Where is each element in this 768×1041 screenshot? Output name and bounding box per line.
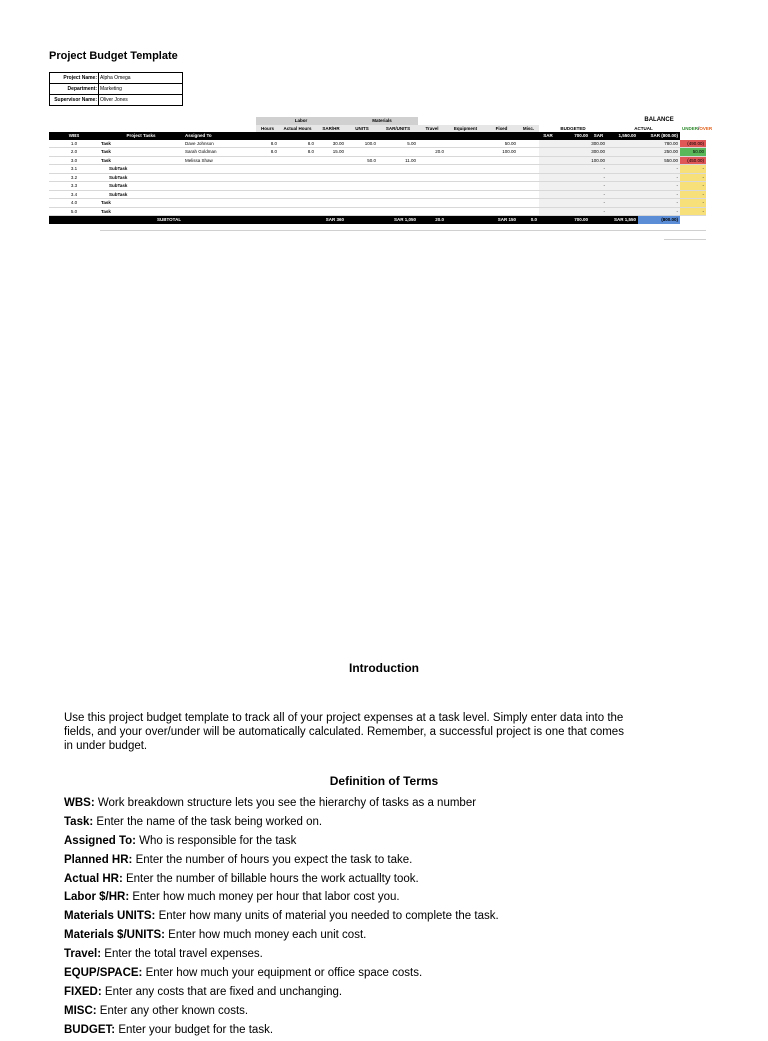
supervisor-label: Supervisor Name: — [50, 95, 99, 106]
subtotal-materials: SAR 1,050 — [346, 216, 418, 224]
subtotal-actual: SAR 1,550 — [590, 216, 638, 224]
assigned-cell[interactable]: Dave Johnson — [183, 140, 256, 148]
project-name-label: Project Name: — [50, 73, 99, 84]
fixed-cell[interactable] — [485, 199, 518, 208]
wbs-cell: 4.0 — [49, 199, 99, 208]
over-text: OVER — [699, 125, 713, 131]
travel-cell[interactable] — [418, 165, 446, 174]
hours-cell[interactable]: 8.0 — [256, 148, 279, 157]
definition-term: Travel: — [64, 948, 102, 961]
unit-cost-cell[interactable] — [378, 190, 418, 199]
balance-cell: (490.00) — [680, 140, 706, 148]
balance-cell: - — [680, 182, 706, 191]
budgeted-cell: 100.00 — [539, 156, 607, 165]
table-row — [49, 190, 706, 199]
budgeted-cell: - — [539, 199, 607, 208]
col-actual-hours: Actual Hours — [279, 125, 316, 133]
definition-item — [64, 984, 704, 1003]
total-actual: 1,550.00 — [607, 132, 638, 140]
assigned-cell[interactable] — [183, 182, 256, 191]
subtotal-label: SUBTOTAL — [49, 216, 256, 224]
col-wbs: WBS — [49, 132, 99, 140]
fixed-cell[interactable] — [485, 156, 518, 165]
definition-text: Enter how much money each unit cost. — [164, 929, 367, 942]
divider — [100, 230, 706, 231]
equipment-cell[interactable] — [446, 182, 485, 191]
table-row — [49, 165, 706, 174]
department-label: Department: — [50, 84, 99, 95]
misc-cell[interactable] — [518, 148, 539, 157]
materials-group-header: Materials — [346, 117, 418, 125]
wbs-cell: 3.0 — [49, 156, 99, 165]
equipment-cell[interactable] — [446, 190, 485, 199]
fixed-cell[interactable] — [485, 190, 518, 199]
col-assigned-to: Assigned To — [183, 132, 256, 140]
definition-text: Enter your budget for the task. — [115, 1023, 274, 1036]
actual-cell: - — [607, 173, 680, 182]
definition-term: Materials $/UNITS: — [64, 929, 165, 942]
task-cell[interactable]: Task — [99, 199, 183, 208]
actual-hours-cell[interactable] — [279, 165, 316, 174]
actual-cell: 250.00 — [607, 148, 680, 157]
table-row — [49, 148, 706, 157]
rate-cell[interactable] — [316, 173, 346, 182]
col-unit-cost: SAR/UNITS — [378, 125, 418, 133]
equipment-cell[interactable] — [446, 207, 485, 216]
task-cell[interactable]: Task — [99, 148, 183, 157]
definition-text: Enter how much money per hour that labor cost you. — [129, 891, 400, 904]
equipment-cell[interactable] — [446, 148, 485, 157]
black-header-row — [49, 132, 706, 140]
definition-text: Enter any other known costs. — [96, 1004, 249, 1017]
definition-term: FIXED: — [64, 985, 102, 998]
balance-cell: - — [680, 199, 706, 208]
table-row — [49, 140, 706, 148]
department-row — [50, 84, 183, 95]
equipment-cell[interactable] — [446, 140, 485, 148]
travel-cell[interactable] — [418, 182, 446, 191]
supervisor-field[interactable]: Oliver Jones — [99, 95, 183, 106]
definition-item — [64, 833, 704, 852]
travel-cell[interactable] — [418, 173, 446, 182]
page-title: Project Budget Template — [49, 50, 178, 62]
units-cell[interactable] — [346, 148, 378, 157]
fixed-cell[interactable]: 100.00 — [485, 148, 518, 157]
budgeted-currency: SAR — [539, 132, 557, 140]
col-units: UNITS — [346, 125, 378, 133]
budgeted-cell: - — [539, 173, 607, 182]
definition-item — [64, 965, 704, 984]
balance-cell: 50.00 — [680, 148, 706, 157]
actual-cell: - — [607, 207, 680, 216]
subtotal-misc: 0.0 — [518, 216, 539, 224]
col-hours: Hours — [256, 125, 279, 133]
budget-rows — [49, 140, 706, 216]
budget-table — [49, 117, 713, 224]
actual-hours-cell[interactable] — [279, 190, 316, 199]
actual-hours-cell[interactable] — [279, 182, 316, 191]
rate-cell[interactable] — [316, 207, 346, 216]
task-cell[interactable]: SubTask — [99, 190, 183, 199]
col-rate: SAR/HR — [316, 125, 346, 133]
introduction-heading: Introduction — [349, 661, 419, 675]
definition-text: Enter the number of billable hours the work actuallty took. — [122, 872, 419, 885]
fixed-cell[interactable]: 50.00 — [485, 140, 518, 148]
assigned-cell[interactable] — [183, 199, 256, 208]
definition-term: Materials UNITS: — [64, 910, 156, 923]
department-field[interactable]: Marketing — [99, 84, 183, 95]
units-cell[interactable] — [346, 207, 378, 216]
unit-cost-cell[interactable] — [378, 165, 418, 174]
units-cell[interactable] — [346, 190, 378, 199]
wbs-cell: 1.0 — [49, 140, 99, 148]
wbs-cell: 2.0 — [49, 148, 99, 157]
definition-term: EQUP/SPACE: — [64, 967, 143, 980]
fixed-cell[interactable] — [485, 207, 518, 216]
hours-cell[interactable] — [256, 173, 279, 182]
subtotal-balance: (800.00) — [638, 216, 680, 224]
actual-hours-cell[interactable] — [279, 199, 316, 208]
assigned-cell[interactable] — [183, 165, 256, 174]
rate-cell[interactable] — [316, 190, 346, 199]
assigned-cell[interactable]: Melissa Shaw — [183, 156, 256, 165]
hours-cell[interactable] — [256, 190, 279, 199]
definition-term: Assigned To: — [64, 834, 136, 847]
definition-text: Enter how much your equipment or office space costs. — [142, 967, 423, 980]
table-row — [49, 199, 706, 208]
misc-cell[interactable] — [518, 182, 539, 191]
budgeted-cell: 300.00 — [539, 148, 607, 157]
definition-item — [64, 1022, 704, 1041]
under-over-label: UNDER/OVER — [682, 125, 713, 131]
units-cell[interactable]: 100.0 — [346, 140, 378, 148]
rate-cell[interactable] — [316, 182, 346, 191]
project-name-row — [50, 73, 183, 84]
assigned-cell[interactable] — [183, 207, 256, 216]
budgeted-cell: 300.00 — [539, 140, 607, 148]
budgeted-cell: - — [539, 182, 607, 191]
definition-item — [64, 889, 704, 908]
definition-term: Actual HR: — [64, 872, 123, 885]
units-cell[interactable] — [346, 199, 378, 208]
definitions-heading: Definition of Terms — [329, 774, 439, 788]
hours-cell[interactable] — [256, 165, 279, 174]
supervisor-row — [50, 95, 183, 106]
assigned-cell[interactable] — [183, 190, 256, 199]
actual-cell: - — [607, 190, 680, 199]
budgeted-cell: - — [539, 190, 607, 199]
units-cell[interactable]: 50.0 — [346, 156, 378, 165]
hours-cell[interactable] — [256, 199, 279, 208]
units-cell[interactable] — [346, 173, 378, 182]
balance-cell: - — [680, 207, 706, 216]
project-name-field[interactable]: Alpha Omega — [99, 73, 183, 84]
table-row — [49, 156, 706, 165]
wbs-cell: 3.4 — [49, 190, 99, 199]
project-info-table — [49, 72, 183, 106]
col-misc: Misc. — [518, 125, 539, 133]
hours-cell[interactable]: 8.0 — [256, 140, 279, 148]
definition-term: Planned HR: — [64, 853, 133, 866]
definition-term: BUDGET: — [64, 1023, 116, 1036]
unit-cost-cell[interactable] — [378, 207, 418, 216]
balance-cell: - — [680, 173, 706, 182]
unit-cost-cell[interactable] — [378, 182, 418, 191]
definition-text: Enter any costs that are fixed and unchanging. — [101, 985, 343, 998]
total-balance: SAR (800.00) — [638, 132, 680, 140]
budgeted-cell: - — [539, 207, 607, 216]
misc-cell[interactable] — [518, 190, 539, 199]
actual-hours-cell[interactable]: 8.0 — [279, 148, 316, 157]
subtotal-budgeted: 700.00 — [539, 216, 590, 224]
definition-text: Enter the number of hours you expect the task to take. — [132, 853, 413, 866]
definition-item — [64, 927, 704, 946]
misc-cell[interactable] — [518, 199, 539, 208]
actual-hours-cell[interactable]: 8.0 — [279, 140, 316, 148]
definition-item — [64, 795, 704, 814]
units-cell[interactable] — [346, 165, 378, 174]
definition-item — [64, 946, 704, 965]
balance-cell: - — [680, 165, 706, 174]
equipment-cell[interactable] — [446, 165, 485, 174]
rate-cell[interactable] — [316, 156, 346, 165]
travel-cell[interactable] — [418, 156, 446, 165]
rate-cell[interactable]: 15.00 — [316, 148, 346, 157]
task-cell[interactable]: Task — [99, 156, 183, 165]
misc-cell[interactable] — [518, 140, 539, 148]
rate-cell[interactable] — [316, 199, 346, 208]
fixed-cell[interactable] — [485, 182, 518, 191]
unit-cost-cell[interactable] — [378, 148, 418, 157]
balance-cell: (450.00) — [680, 156, 706, 165]
misc-cell[interactable] — [518, 207, 539, 216]
wbs-cell: 3.3 — [49, 182, 99, 191]
budgeted-cell: - — [539, 165, 607, 174]
col-budgeted: BUDGETED — [539, 125, 607, 133]
hours-cell[interactable] — [256, 156, 279, 165]
definition-text: Enter how many units of material you needed to complete the task. — [155, 910, 499, 923]
actual-currency: SAR — [590, 132, 607, 140]
definition-text: Enter the total travel expenses. — [101, 948, 263, 961]
col-project-tasks: Project Tasks — [99, 132, 183, 140]
definition-item — [64, 871, 704, 890]
introduction-text: Use this project budget template to track all of your project expenses at a task level. Simply enter data into the fields, and your over/under will be automatically calculated. Remember, a successful project is one that comes in under budget. — [64, 712, 624, 752]
col-actual: ACTUAL — [607, 125, 680, 133]
under-text: UNDER — [682, 125, 699, 131]
actual-hours-cell[interactable] — [279, 207, 316, 216]
col-equipment: Equipment — [446, 125, 485, 133]
fixed-cell[interactable] — [485, 165, 518, 174]
subtotal-fixed: SAR 150 — [485, 216, 518, 224]
actual-hours-cell[interactable] — [279, 173, 316, 182]
actual-cell: - — [607, 165, 680, 174]
actual-cell: 550.00 — [607, 156, 680, 165]
definition-term: Task: — [64, 815, 94, 828]
definition-term: WBS: — [64, 797, 95, 809]
travel-cell[interactable] — [418, 190, 446, 199]
unit-cost-cell[interactable] — [378, 199, 418, 208]
definition-item — [64, 814, 704, 833]
balance-title: BALANCE — [644, 117, 674, 123]
balance-header — [638, 117, 680, 125]
divider — [664, 239, 706, 240]
subtotal-labor: SAR 360 — [256, 216, 346, 224]
definition-term: MISC: — [64, 1004, 97, 1017]
wbs-cell: 5.0 — [49, 207, 99, 216]
travel-cell[interactable]: 20.0 — [418, 148, 446, 157]
definition-term: Labor $/HR: — [64, 891, 130, 904]
labor-group-header: Labor — [256, 117, 346, 125]
equipment-cell[interactable] — [446, 173, 485, 182]
table-row — [49, 173, 706, 182]
assigned-cell[interactable] — [183, 173, 256, 182]
table-row — [49, 182, 706, 191]
subtotal-row — [49, 216, 706, 224]
definition-text: Who is responsible for the task — [135, 834, 297, 847]
actual-cell: 780.00 — [607, 140, 680, 148]
task-cell[interactable]: SubTask — [99, 182, 183, 191]
subtotal-travel: 20.0 — [418, 216, 446, 224]
col-travel: Travel — [418, 125, 446, 133]
task-cell[interactable]: Task — [99, 140, 183, 148]
unit-cost-cell[interactable]: 11.00 — [378, 156, 418, 165]
assigned-cell[interactable]: Sarah Goldman — [183, 148, 256, 157]
travel-cell[interactable] — [418, 199, 446, 208]
travel-cell[interactable] — [418, 140, 446, 148]
misc-cell[interactable] — [518, 156, 539, 165]
actual-cell: - — [607, 199, 680, 208]
equipment-cell[interactable] — [446, 199, 485, 208]
rate-cell[interactable]: 30.00 — [316, 140, 346, 148]
travel-cell[interactable] — [418, 207, 446, 216]
definitions-list — [64, 795, 704, 1041]
hours-cell[interactable] — [256, 207, 279, 216]
task-cell[interactable]: SubTask — [99, 173, 183, 182]
wbs-cell: 3.2 — [49, 173, 99, 182]
actual-cell: - — [607, 182, 680, 191]
column-header-row — [49, 125, 706, 133]
col-fixed: Fixed — [485, 125, 518, 133]
fixed-cell[interactable] — [485, 173, 518, 182]
wbs-cell: 3.1 — [49, 165, 99, 174]
definition-item — [64, 852, 704, 871]
total-budgeted: 700.00 — [557, 132, 590, 140]
misc-cell[interactable] — [518, 173, 539, 182]
unit-cost-cell[interactable]: 5.00 — [378, 140, 418, 148]
balance-cell: - — [680, 190, 706, 199]
group-header-row — [49, 117, 706, 125]
table-row — [49, 207, 706, 216]
actual-hours-cell[interactable] — [279, 156, 316, 165]
hours-cell[interactable] — [256, 182, 279, 191]
definition-text: Work breakdown structure lets you see the hierarchy of tasks as a number — [94, 797, 477, 809]
equipment-cell[interactable] — [446, 156, 485, 165]
units-cell[interactable] — [346, 182, 378, 191]
misc-cell[interactable] — [518, 165, 539, 174]
rate-cell[interactable] — [316, 165, 346, 174]
definition-item — [64, 1003, 704, 1022]
task-cell[interactable]: SubTask — [99, 165, 183, 174]
definition-item — [64, 908, 704, 927]
unit-cost-cell[interactable] — [378, 173, 418, 182]
task-cell[interactable]: Task — [99, 207, 183, 216]
definition-text: Enter the name of the task being worked on. — [93, 815, 323, 828]
